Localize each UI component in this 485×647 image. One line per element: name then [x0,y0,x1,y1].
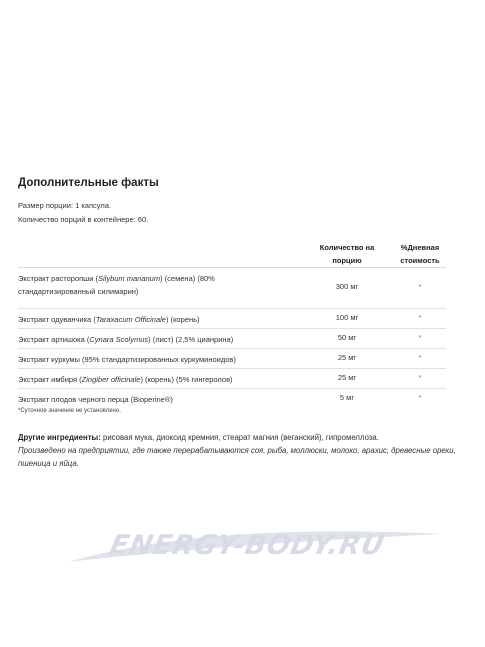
ingredient-name-text: ) (семена) (80% [160,274,215,283]
ingredient-quantity: 5 мг [339,393,355,402]
column-header-quantity-line1: Количество на [319,243,375,252]
ingredient-name-text: Экстракт артишока ( [18,335,90,344]
ingredient-name [18,333,280,346]
ingredient-quantity: 100 мг [335,313,359,322]
ingredient-daily-value: * [418,393,422,402]
other-ingredients-label: Другие ингредиенты: [18,433,101,442]
page-title: Дополнительные факты [18,177,159,189]
ingredient-name-text: ) (лист) (2,5% цианрина) [148,335,234,344]
table-row [18,369,446,389]
watermark-graphic [60,500,450,590]
ingredient-latin-name: Zingiber officinale [81,375,141,384]
servings-per-container: Количество порций в контейнере: 60. [18,215,149,224]
ingredient-daily-value: * [418,353,422,362]
ingredient-quantity: 25 мг [337,373,357,382]
column-header-dv-line1: %Дневная [400,243,440,252]
table-row [18,349,446,369]
ingredient-name [18,373,280,386]
table-row [18,329,446,349]
ingredient-latin-name: Silybum marianum [97,274,161,283]
ingredient-quantity: 300 мг [335,282,359,291]
ingredient-daily-value: * [418,373,422,382]
allergen-notice: Произведено на предприятии, где также перерабатываются соя, рыба, моллюски, молоко, арахис, древесные орехи, пшеница и яйца. [18,446,456,468]
ingredient-latin-name: Cynara Scolymus [89,335,149,344]
ingredient-quantity: 50 мг [337,333,357,342]
column-header-quantity-line2: порцию [332,256,362,265]
ingredient-name-text: ) (корень) [165,315,200,324]
table-header [18,239,446,268]
ingredient-daily-value: * [418,333,422,342]
ingredient-name [18,353,280,366]
other-ingredients [18,431,478,470]
ingredient-name-text: ) (корень) (5% гингеролов) [140,375,233,384]
facts-table [18,239,446,408]
column-header-daily-value [394,241,446,267]
watermark-logo [60,500,450,590]
serving-size: Размер порции: 1 капсула. [18,201,112,210]
ingredient-name-text: Экстракт имбиря ( [18,375,82,384]
ingredient-quantity: 25 мг [337,353,357,362]
ingredient-daily-value: * [418,282,422,291]
ingredient-name-text: Экстракт расторопши ( [18,274,98,283]
ingredient-name-text: Экстракт одуванчика ( [18,315,96,324]
column-header-dv-line2: стоимость [400,256,440,265]
table-row [18,309,446,329]
column-header-quantity [300,241,394,267]
ingredient-name-text: стандартизированный силимарин) [18,287,139,296]
watermark-text: ENERGY-BODY.RU [107,530,388,561]
ingredient-name-text: Экстракт плодов черного перца (Bioperine®) [18,395,173,404]
ingredient-daily-value: * [418,313,422,322]
daily-value-footnote: *Суточное значение не установлено. [18,408,121,414]
ingredient-name [18,272,280,298]
ingredient-latin-name: Taraxacum Officinale [95,315,166,324]
ingredient-name-text: Экстракт куркумы (95% стандартизированных куркуминоидов) [18,355,236,364]
table-row [18,389,446,408]
other-ingredients-text: рисовая мука, диоксид кремния, стеарат магния (веганский), гипромеллоза. [100,433,379,442]
table-row [18,268,446,309]
ingredient-name [18,313,280,326]
ingredient-name [18,393,280,406]
